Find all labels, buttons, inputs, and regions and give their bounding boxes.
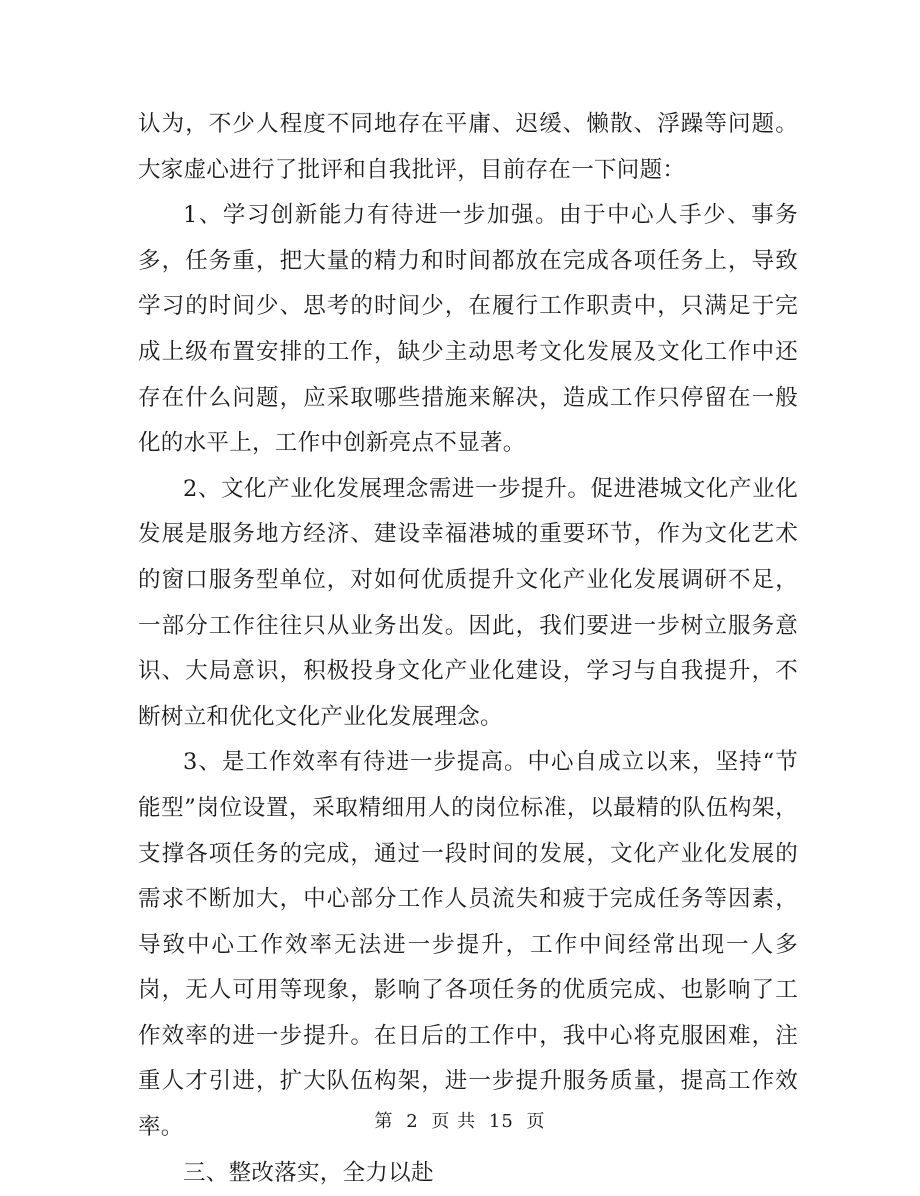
footer-page-number: 2 (406, 1111, 419, 1132)
paragraph-item-2: 2、文化产业化发展理念需进一步提升。促进港城文化产业化发展是服务地方经济、建设幸福港城的重要环节，作为文化艺术的窗口服务型单位，对如何优质提升文化产业化发展调研不足，一部分工作往往只从业务出发。因此，我们要进一步树立服务意识、大局意识，积极投身文化产业化建设，学习与自我提升，不断树立和优化文化产业化发展理念。 (138, 475, 798, 730)
document-body (138, 102, 798, 1196)
section-heading: 三、整改落实，全力以赴 (183, 1159, 434, 1186)
footer-total-pages: 15 (488, 1111, 514, 1132)
paragraph-item-3: 3、是工作效率有待进一步提高。中心自成立以来，坚持“节能型”岗位设置，采取精细用人的岗位标准，以最精的队伍构架，支撑各项任务的完成，通过一段时间的发展，文化产业化发展的需求不断加大，中心部分工作人员流失和疲于完成任务等因素，导致中心工作效率无法进一步提升，工作中间经常出现一人多岗，无人可用等现象，影响了各项任务的优质完成、也影响了工作效率的进一步提升。在日后的工作中，我中心将克服困难，注重人才引进，扩大队伍构架，进一步提升服务质量，提高工作效率。 (138, 749, 798, 1141)
page-footer (0, 1108, 920, 1136)
footer-suffix: 页 (526, 1111, 546, 1132)
paragraph-continuation: 认为，不少人程度不同地存在平庸、迟缓、懒散、浮躁等问题。大家虚心进行了批评和自我批评，目前存在一下问题： (138, 111, 798, 183)
paragraph-item-1: 1、学习创新能力有待进一步加强。由于中心人手少、事务多，任务重，把大量的精力和时间都放在完成各项任务上，导致学习的时间少、思考的时间少，在履行工作职责中，只满足于完成上级布置安排的工作，缺少主动思考文化发展及文化工作中还存在什么问题，应采取哪些措施来解决，造成工作只停留在一般化的水平上，工作中创新亮点不显著。 (138, 202, 798, 457)
footer-middle: 页 共 (431, 1111, 477, 1132)
footer-prefix: 第 (374, 1111, 394, 1132)
